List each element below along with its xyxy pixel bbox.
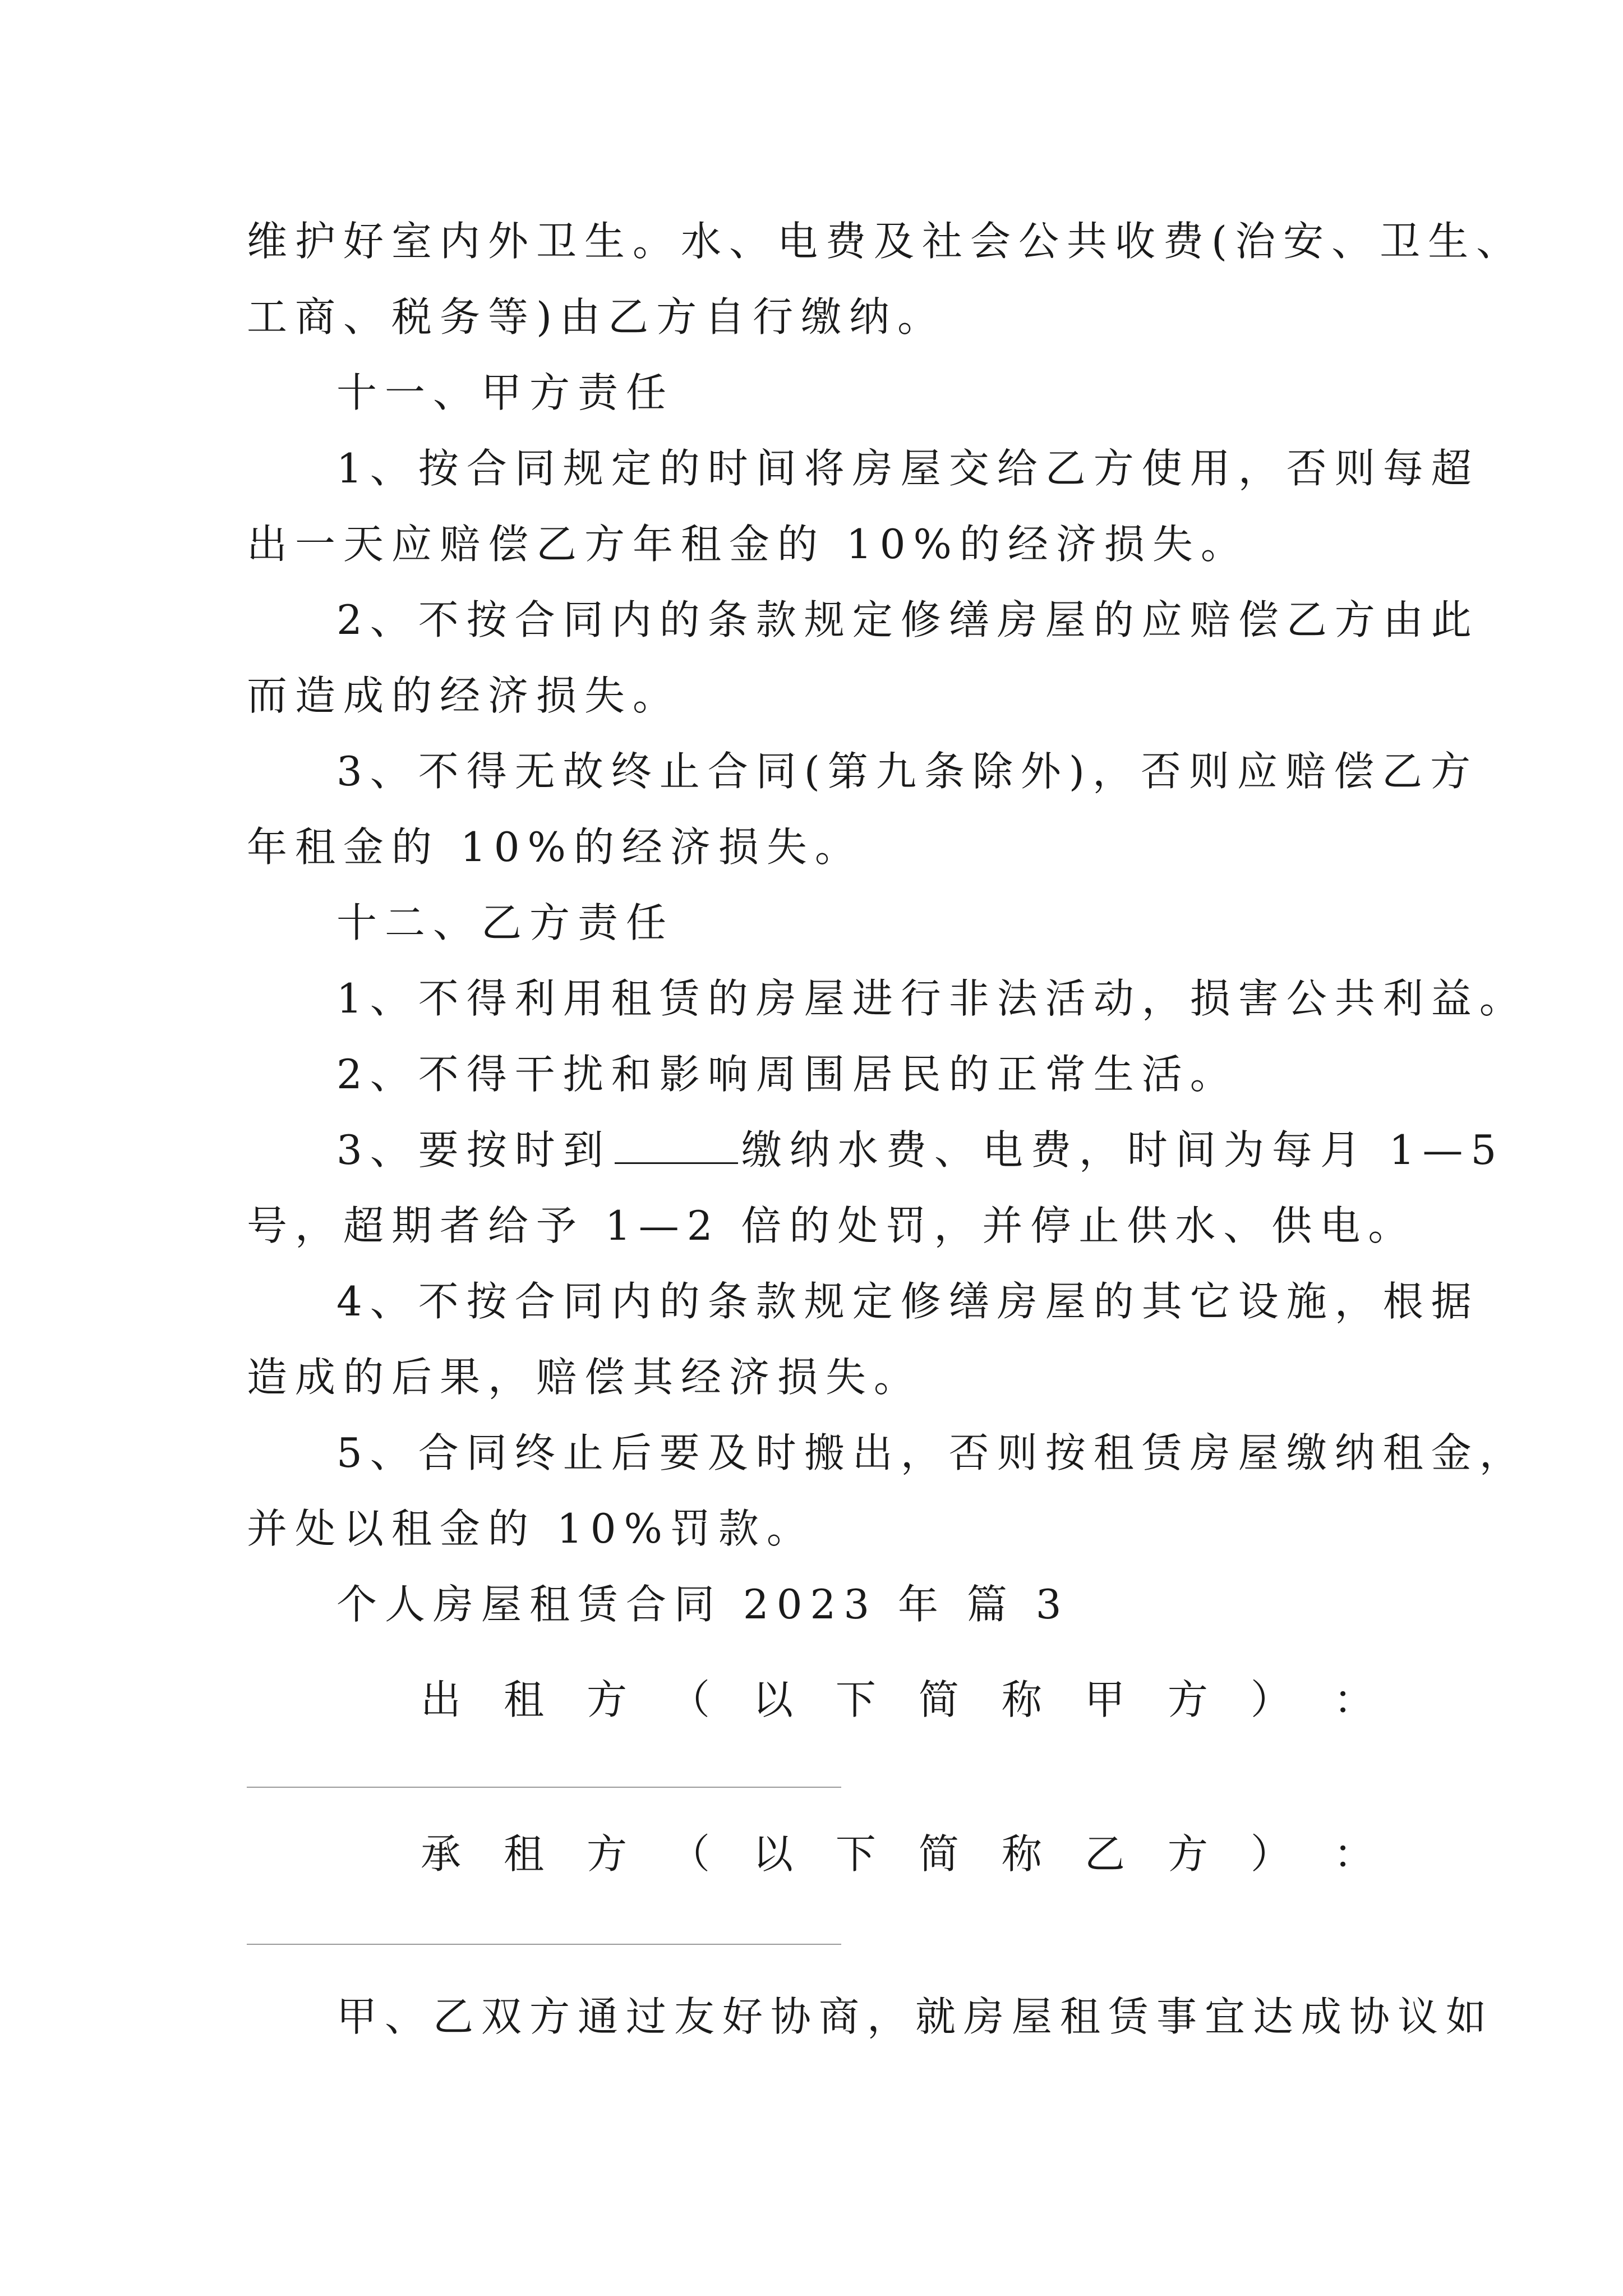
section-title: 个人房屋租赁合同 2023 年 篇 3 — [336, 1581, 1069, 1628]
text-line-with-blank — [336, 1122, 1504, 1178]
text-line: 年租金的 10%的经济损失。 — [247, 823, 863, 871]
char: ： — [1333, 1676, 1374, 1723]
lessee-line — [421, 1826, 1374, 1882]
char: 方 — [586, 1676, 627, 1723]
char: ） — [1250, 1830, 1291, 1878]
char: 下 — [835, 1830, 876, 1878]
char: 简 — [918, 1830, 959, 1878]
text-line: 工商、税务等)由乙方自行缴纳。 — [247, 293, 946, 341]
char: （ — [669, 1676, 710, 1723]
char: 方 — [586, 1830, 627, 1878]
char: ： — [1333, 1830, 1374, 1878]
text-line: 1、按合同规定的时间将房屋交给乙方使用，否则每超 — [336, 445, 1479, 492]
text-fragment: 3、要按时到 — [336, 1126, 611, 1174]
text-fragment: 缴纳水费、电费，时间为每月 1—5 — [741, 1126, 1505, 1174]
text-line: 号，超期者给予 1—2 倍的处罚，并停止供水、供电。 — [247, 1202, 1417, 1249]
signature-underline — [247, 1787, 841, 1788]
text-line: 维护好室内外卫生。水、电费及社会公共收费(治安、卫生、 — [247, 218, 1525, 265]
text-line: 1、不得利用租赁的房屋进行非法活动，损害公共利益。 — [336, 975, 1528, 1022]
char: 以 — [752, 1830, 793, 1878]
char: 下 — [835, 1676, 876, 1723]
char: 租 — [503, 1830, 544, 1878]
char: 方 — [1167, 1676, 1208, 1723]
text-line: 4、不按合同内的条款规定修缮房屋的其它设施，根据 — [336, 1278, 1479, 1325]
fill-in-blank — [615, 1129, 738, 1164]
text-line: 并处以租金的 10%罚款。 — [247, 1505, 815, 1552]
char: 出 — [421, 1676, 462, 1723]
char: ） — [1250, 1676, 1291, 1723]
char: （ — [669, 1830, 710, 1878]
char: 简 — [918, 1676, 959, 1723]
char: 乙 — [1084, 1830, 1125, 1878]
lessor-line — [421, 1672, 1374, 1728]
section-heading: 十二、乙方责任 — [336, 899, 675, 946]
text-line: 出一天应赔偿乙方年租金的 10%的经济损失。 — [247, 521, 1249, 568]
section-heading: 十一、甲方责任 — [336, 369, 675, 416]
char: 以 — [752, 1676, 793, 1723]
text-line: 造成的后果，赔偿其经济损失。 — [247, 1354, 923, 1401]
char: 称 — [1001, 1830, 1042, 1878]
text-line: 3、不得无故终止合同(第九条除外)，否则应赔偿乙方 — [336, 748, 1478, 795]
text-line: 而造成的经济损失。 — [247, 672, 681, 719]
char: 租 — [503, 1676, 544, 1723]
text-line: 2、不按合同内的条款规定修缮房屋的应赔偿乙方由此 — [336, 596, 1479, 643]
text-line: 2、不得干扰和影响周围居民的正常生活。 — [336, 1051, 1238, 1098]
char: 甲 — [1084, 1676, 1125, 1723]
char: 方 — [1167, 1830, 1208, 1878]
text-line: 甲、乙双方通过友好协商，就房屋租赁事宜达成协议如 — [336, 1993, 1495, 2040]
text-line: 5、合同终止后要及时搬出，否则按租赁房屋缴纳租金， — [336, 1429, 1528, 1476]
char: 称 — [1001, 1676, 1042, 1723]
signature-underline — [247, 1944, 841, 1945]
char: 承 — [421, 1830, 462, 1878]
